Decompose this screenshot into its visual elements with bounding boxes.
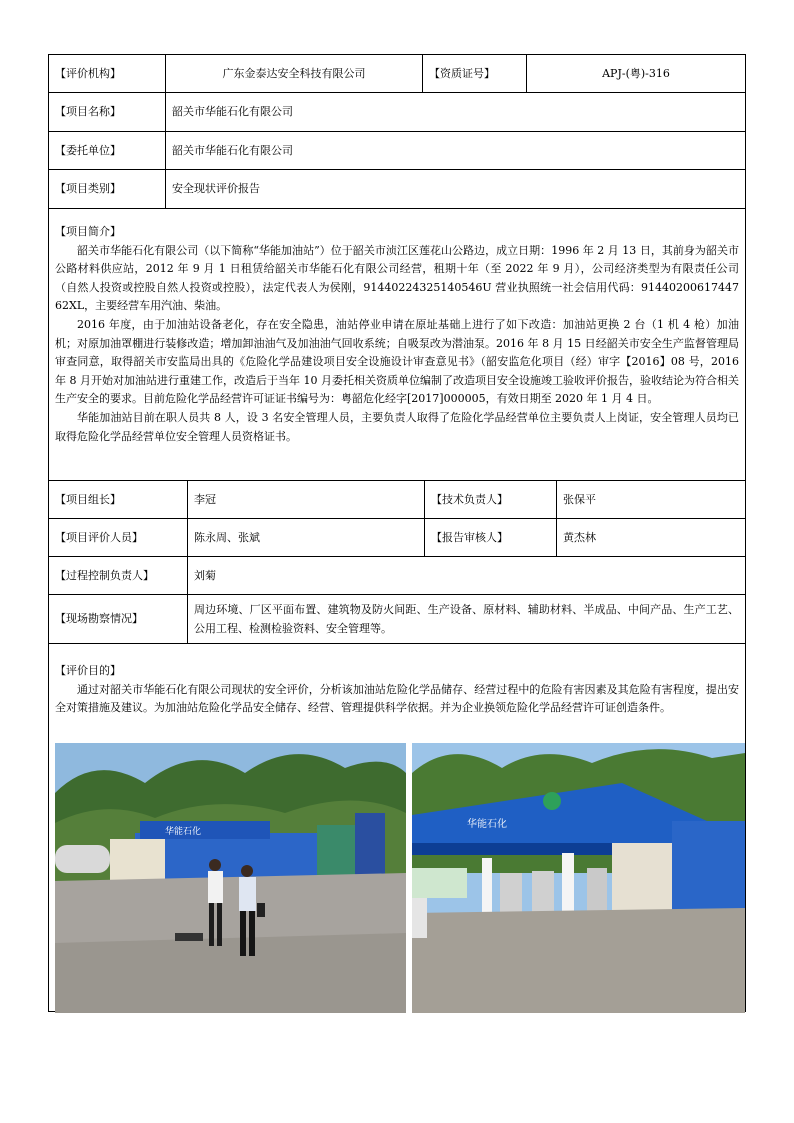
type-row bbox=[49, 170, 745, 209]
survey-row bbox=[49, 595, 745, 644]
cert-value: APJ-(粤)-316 bbox=[602, 66, 670, 80]
tech-label: 【技术负责人】 bbox=[425, 481, 557, 518]
survey-label: 【现场勘察情况】 bbox=[49, 595, 188, 643]
members-value: 陈永周、张斌 bbox=[188, 519, 425, 556]
canopy-sign-text-right: 华能石化 bbox=[467, 819, 507, 830]
process-value: 刘菊 bbox=[194, 568, 216, 582]
reviewer-value: 黄杰林 bbox=[563, 530, 596, 544]
process-row bbox=[49, 557, 745, 595]
leader-label: 【项目组长】 bbox=[49, 481, 188, 518]
leader-value: 李冠 bbox=[188, 481, 425, 518]
members-label: 【项目评价人员】 bbox=[49, 519, 188, 556]
cert-label: 【资质证号】 bbox=[423, 55, 527, 92]
org-row bbox=[49, 55, 745, 93]
site-photos bbox=[49, 743, 745, 1013]
site-photo-right bbox=[412, 743, 745, 1013]
client-label: 【委托单位】 bbox=[49, 132, 166, 169]
intro-heading: 【项目简介】 bbox=[55, 225, 121, 238]
intro-paragraph-2: 2016 年度，由于加油站设备老化，存在安全隐患，油站停业申请在原址基础上进行了如下改造：加油站更换 2 台（1 机 4 枪）加油机；对原加油罩棚进行装修改造；增加卸油油气及加油油气回收系统；自吸泵改为潜油泵。2016 年 8 月 15 日经韶关市安全生产监督管理局审查同意，取得韶关市安监局出具的《危险化学品建设项目安全设施设计审查意见书》（韶安监危化项目（经）审字【2016】08 号，2016 年 8 月开始对加油站进行重建工作，改造后于当年 10 月委托相关资质单位编制了改造项目安全设施竣工验收评价报告，验收结论为符合相关生产安全的要求。目前危险化学品经营许可证证书编号为：粤韶危化经字[2017]000005，有效日期至 2020 年 1 月 4 日。 bbox=[55, 317, 739, 406]
type-label: 【项目类别】 bbox=[49, 170, 166, 208]
members-row bbox=[49, 519, 745, 557]
canopy-sign-text: 华能石化 bbox=[165, 827, 202, 837]
org-label: 【评价机构】 bbox=[49, 55, 166, 92]
report-form bbox=[48, 54, 746, 1012]
intro-paragraph-3: 华能加油站目前在职人员共 8 人，设 3 名安全管理人员，主要负责人取得了危险化学品经营单位主要负责人上岗证，安全管理人员均已取得危险化学品经营单位安全管理人员资格证书。 bbox=[55, 410, 739, 443]
survey-value: 周边环境、厂区平面布置、建筑物及防火间距、生产设备、原材料、辅助材料、半成品、中间产品、生产工艺、公用工程、检测检验资料、安全管理等。 bbox=[194, 603, 739, 635]
project-name-value: 韶关市华能石化有限公司 bbox=[172, 105, 293, 118]
leader-row bbox=[49, 481, 745, 519]
client-value: 韶关市华能石化有限公司 bbox=[172, 143, 293, 157]
purpose-section bbox=[49, 644, 745, 743]
type-value: 安全现状评价报告 bbox=[172, 182, 260, 195]
purpose-heading: 【评价目的】 bbox=[55, 664, 121, 677]
client-row bbox=[49, 132, 745, 170]
project-name-row bbox=[49, 93, 745, 132]
site-photo-left bbox=[55, 743, 406, 1013]
photo-divider bbox=[406, 743, 412, 1013]
intro-section bbox=[49, 209, 745, 481]
purpose-text: 通过对韶关市华能石化有限公司现状的安全评价，分析该加油站危险化学品储存、经营过程中的危险有害因素及其危险有害程度，提出安全对策措施及建议。为加油站危险化学品安全储存、经营、管理提供科学依据。并为企业换领危险化学品经营许可证创造条件。 bbox=[55, 682, 739, 715]
project-name-label: 【项目名称】 bbox=[49, 93, 166, 131]
process-label: 【过程控制负责人】 bbox=[49, 557, 188, 594]
intro-paragraph-1: 韶关市华能石化有限公司（以下简称“华能加油站”）位于韶关市浈江区莲花山公路边，成立日期：1996 年 2 月 13 日，其前身为韶关市公路材料供应站，2012 年 9 月 1 日租赁给韶关市华能石化有限公司经营，租期十年（至 2022 年 9 月），公司经济类型为有限责任公司（自然人投资或控股自然人投资或控股），法定代表人为侯刚，91440224325140546U 营业执照统一社会信用代码：91440200617447 62XL，主要经营车用汽油、柴油。 bbox=[55, 243, 739, 313]
reviewer-label: 【报告审核人】 bbox=[425, 519, 557, 556]
org-value: 广东金泰达安全科技有限公司 bbox=[166, 55, 423, 92]
tech-value: 张保平 bbox=[563, 492, 596, 506]
